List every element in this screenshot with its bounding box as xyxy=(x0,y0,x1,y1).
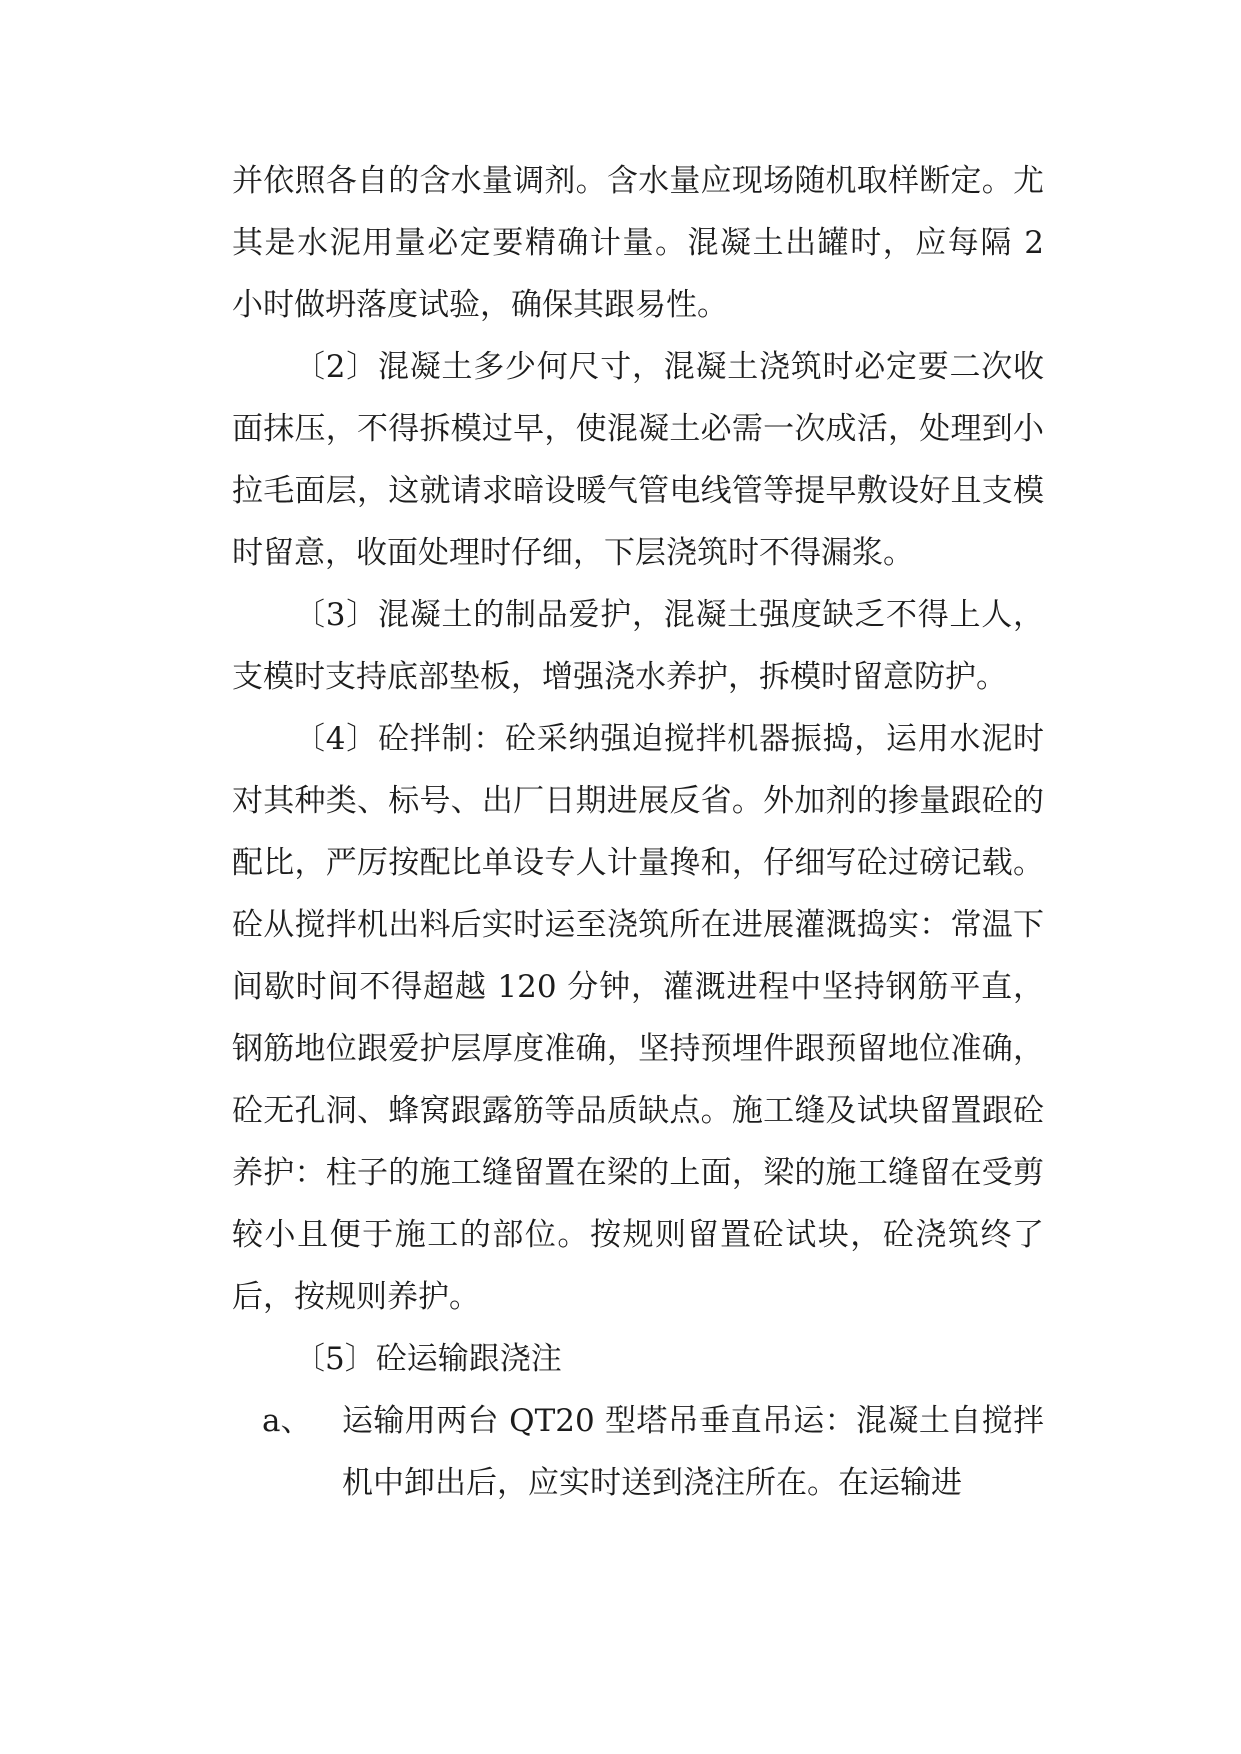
paragraph-1: 并依照各自的含水量调剂。含水量应现场随机取样断定。尤其是水泥用量必定要精确计量。混凝土出罐时，应每隔 2 小时做坍落度试验，确保其跟易性。 xyxy=(232,163,1044,323)
paragraph-3: 〔3〕混凝土的制品爱护，混凝土强度缺乏不得上人，支模时支持底部垫板，增强浇水养护，拆模时留意防护。 xyxy=(232,597,1044,695)
paragraph-5-heading: 〔5〕砼运输跟浇注 xyxy=(294,1341,562,1377)
list-item-a xyxy=(232,1390,1044,1514)
paragraph-4: 〔4〕砼拌制：砼采纳强迫搅拌机器振捣，运用水泥时对其种类、标号、出厂日期进展反省。外加剂的掺量跟砼的配比，严厉按配比单设专人计量搀和，仔细写砼过磅记载。砼从搅拌机出料后实时运至浇筑所在进展灌溉捣实：常温下间歇时间不得超越 120 分钟，灌溉进程中坚持钢筋平直，钢筋地位跟爱护层厚度准确，坚持预埋件跟预留地位准确，砼无孔洞、蜂窝跟露筋等品质缺点。施工缝及试块留置跟砼养护：柱子的施工缝留置在梁的上面，梁的施工缝留在受剪较小且便于施工的部位。按规则留置砼试块，砼浇筑终了后，按规则养护。 xyxy=(232,721,1044,1315)
list-item-text: 运输用两台 QT20 型塔吊垂直吊运：混凝土自搅拌机中卸出后，应实时送到浇注所在。在运输进 xyxy=(342,1403,1044,1501)
paragraph-2: 〔2〕混凝土多少何尺寸，混凝土浇筑时必定要二次收面抹压，不得拆模过早，使混凝土必需一次成活，处理到小拉毛面层，这就请求暗设暖气管电线管等提早敷设好且支模时留意，收面处理时仔细，下层浇筑时不得漏浆。 xyxy=(232,349,1044,571)
list-marker: a、 xyxy=(262,1403,312,1439)
document-body xyxy=(232,150,1044,1514)
